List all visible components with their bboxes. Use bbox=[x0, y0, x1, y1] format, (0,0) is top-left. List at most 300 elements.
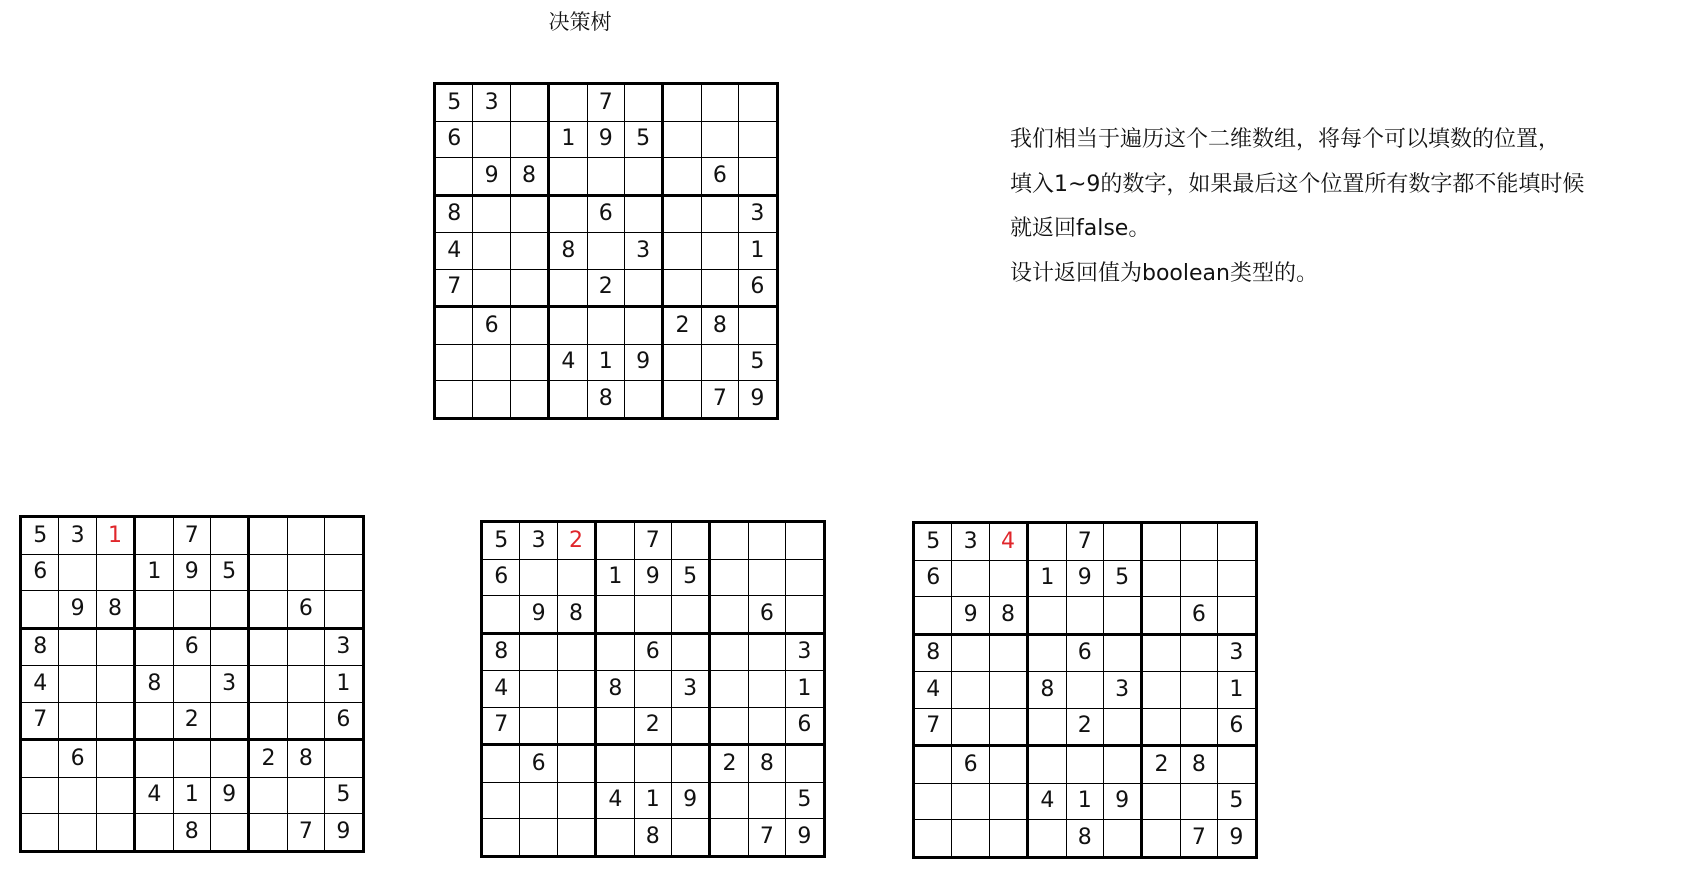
sudoku-cell bbox=[520, 633, 557, 671]
sudoku-cell: 9 bbox=[210, 777, 248, 814]
sudoku-cell: 7 bbox=[287, 814, 324, 852]
sudoku-cell bbox=[786, 596, 824, 634]
sudoku-cell: 1 bbox=[786, 671, 824, 708]
sudoku-cell-trial-value: 1 bbox=[96, 517, 134, 555]
sudoku-cell: 8 bbox=[596, 671, 634, 708]
sudoku-cell bbox=[21, 740, 59, 778]
sudoku-cell: 7 bbox=[435, 269, 473, 307]
sudoku-cell: 8 bbox=[587, 381, 624, 419]
sudoku-cell bbox=[989, 783, 1027, 820]
sudoku-cell bbox=[663, 121, 701, 158]
sudoku-cell bbox=[739, 84, 777, 122]
sudoku-cell bbox=[952, 634, 989, 672]
sudoku-cell bbox=[952, 820, 989, 858]
sudoku-cell bbox=[952, 560, 989, 597]
sudoku-cell bbox=[520, 819, 557, 857]
sudoku-cell: 6 bbox=[21, 554, 59, 591]
sudoku-cell: 5 bbox=[21, 517, 59, 555]
sudoku-cell: 6 bbox=[739, 269, 777, 307]
sudoku-cell bbox=[1103, 746, 1141, 784]
board-row bbox=[435, 158, 778, 196]
sudoku-cell bbox=[210, 517, 248, 555]
sudoku-cell bbox=[135, 591, 173, 629]
sudoku-cell: 8 bbox=[287, 740, 324, 778]
sudoku-cell: 7 bbox=[1180, 820, 1217, 858]
sudoku-cell bbox=[710, 707, 748, 745]
sudoku-cell bbox=[1218, 746, 1256, 784]
sudoku-cell bbox=[1028, 523, 1066, 561]
sudoku-cell bbox=[557, 782, 595, 819]
sudoku-cell bbox=[325, 591, 363, 629]
sudoku-cell bbox=[1103, 523, 1141, 561]
sudoku-cell bbox=[59, 666, 96, 703]
sudoku-cell: 6 bbox=[59, 740, 96, 778]
board-row bbox=[435, 233, 778, 270]
sudoku-cell bbox=[96, 814, 134, 852]
board-row bbox=[914, 746, 1257, 784]
sudoku-cell bbox=[249, 591, 287, 629]
sudoku-cell bbox=[435, 307, 473, 345]
sudoku-cell bbox=[710, 559, 748, 596]
sudoku-cell: 9 bbox=[1066, 560, 1103, 597]
sudoku-cell: 9 bbox=[952, 597, 989, 635]
sudoku-cell bbox=[435, 158, 473, 196]
sudoku-cell: 6 bbox=[287, 591, 324, 629]
sudoku-cell: 2 bbox=[710, 745, 748, 783]
sudoku-cell: 9 bbox=[59, 591, 96, 629]
board-row bbox=[21, 702, 364, 740]
board-row bbox=[482, 745, 825, 783]
sudoku-cell: 3 bbox=[624, 233, 662, 270]
sudoku-cell: 5 bbox=[624, 121, 662, 158]
sudoku-cell bbox=[1142, 708, 1180, 746]
sudoku-cell: 6 bbox=[325, 702, 363, 740]
sudoku-cell: 9 bbox=[1218, 820, 1256, 858]
sudoku-cell bbox=[473, 344, 510, 381]
sudoku-cell: 2 bbox=[1066, 708, 1103, 746]
sudoku-cell bbox=[557, 819, 595, 857]
sudoku-cell: 7 bbox=[21, 702, 59, 740]
board-row bbox=[914, 783, 1257, 820]
sudoku-cell: 6 bbox=[634, 633, 671, 671]
sudoku-cell bbox=[249, 777, 287, 814]
sudoku-cell bbox=[325, 554, 363, 591]
sudoku-cell bbox=[557, 671, 595, 708]
sudoku-cell: 8 bbox=[557, 596, 595, 634]
sudoku-cell bbox=[173, 740, 210, 778]
sudoku-cell: 4 bbox=[135, 777, 173, 814]
sudoku-cell bbox=[748, 671, 785, 708]
sudoku-cell bbox=[989, 820, 1027, 858]
board-row bbox=[482, 633, 825, 671]
sudoku-cell: 8 bbox=[482, 633, 520, 671]
board-row bbox=[482, 671, 825, 708]
sudoku-cell: 9 bbox=[739, 381, 777, 419]
board-row bbox=[435, 344, 778, 381]
sudoku-cell bbox=[549, 195, 587, 233]
sudoku-cell bbox=[1218, 523, 1256, 561]
sudoku-cell bbox=[596, 633, 634, 671]
sudoku-cell bbox=[287, 628, 324, 666]
board-row bbox=[435, 307, 778, 345]
sudoku-cell bbox=[663, 195, 701, 233]
sudoku-cell: 8 bbox=[701, 307, 738, 345]
sudoku-cell bbox=[135, 702, 173, 740]
sudoku-cell bbox=[482, 745, 520, 783]
description-line: 我们相当于遍历这个二维数组，将每个可以填数的位置， bbox=[1010, 127, 1561, 152]
sudoku-cell: 1 bbox=[173, 777, 210, 814]
sudoku-cell bbox=[671, 596, 709, 634]
sudoku-cell: 3 bbox=[952, 523, 989, 561]
sudoku-cell: 9 bbox=[520, 596, 557, 634]
sudoku-cell: 1 bbox=[549, 121, 587, 158]
sudoku-cell bbox=[914, 820, 952, 858]
sudoku-cell bbox=[671, 522, 709, 560]
sudoku-cell: 3 bbox=[1103, 672, 1141, 709]
sudoku-cell bbox=[624, 381, 662, 419]
sudoku-cell bbox=[1103, 708, 1141, 746]
sudoku-cell bbox=[596, 745, 634, 783]
sudoku-cell: 3 bbox=[739, 195, 777, 233]
sudoku-cell bbox=[914, 783, 952, 820]
sudoku-cell bbox=[1180, 672, 1217, 709]
sudoku-cell bbox=[287, 666, 324, 703]
sudoku-cell: 2 bbox=[634, 707, 671, 745]
board-row bbox=[435, 269, 778, 307]
sudoku-cell bbox=[135, 517, 173, 555]
sudoku-cell bbox=[1028, 746, 1066, 784]
sudoku-cell bbox=[210, 591, 248, 629]
board-row bbox=[21, 740, 364, 778]
sudoku-cell bbox=[135, 814, 173, 852]
sudoku-cell: 1 bbox=[1066, 783, 1103, 820]
sudoku-cell bbox=[287, 554, 324, 591]
sudoku-cell bbox=[634, 745, 671, 783]
sudoku-cell: 8 bbox=[1180, 746, 1217, 784]
sudoku-cell: 2 bbox=[249, 740, 287, 778]
sudoku-cell: 8 bbox=[135, 666, 173, 703]
sudoku-cell bbox=[1103, 634, 1141, 672]
sudoku-cell: 8 bbox=[173, 814, 210, 852]
sudoku-cell bbox=[1180, 708, 1217, 746]
sudoku-cell bbox=[1218, 597, 1256, 635]
sudoku-cell bbox=[287, 702, 324, 740]
sudoku-cell bbox=[710, 633, 748, 671]
sudoku-cell bbox=[435, 344, 473, 381]
sudoku-cell bbox=[710, 782, 748, 819]
sudoku-cell bbox=[21, 777, 59, 814]
sudoku-cell bbox=[596, 819, 634, 857]
sudoku-cell: 6 bbox=[701, 158, 738, 196]
sudoku-cell: 8 bbox=[21, 628, 59, 666]
sudoku-cell bbox=[671, 819, 709, 857]
sudoku-cell bbox=[173, 591, 210, 629]
sudoku-cell: 9 bbox=[173, 554, 210, 591]
sudoku-cell bbox=[1142, 634, 1180, 672]
sudoku-cell bbox=[1028, 634, 1066, 672]
board-row bbox=[21, 628, 364, 666]
sudoku-cell bbox=[786, 559, 824, 596]
sudoku-cell bbox=[739, 121, 777, 158]
description-line: 填入1~9的数字，如果最后这个位置所有数字都不能填时候 bbox=[1010, 171, 1585, 197]
sudoku-cell: 8 bbox=[435, 195, 473, 233]
diagram-title: 决策树 bbox=[548, 10, 612, 34]
sudoku-cell bbox=[96, 740, 134, 778]
sudoku-cell: 4 bbox=[596, 782, 634, 819]
sudoku-cell bbox=[701, 344, 738, 381]
sudoku-cell bbox=[510, 307, 548, 345]
sudoku-cell: 6 bbox=[473, 307, 510, 345]
sudoku-cell bbox=[510, 233, 548, 270]
sudoku-cell bbox=[748, 522, 785, 560]
sudoku-cell bbox=[989, 634, 1027, 672]
sudoku-cell bbox=[587, 307, 624, 345]
sudoku-cell bbox=[21, 814, 59, 852]
sudoku-cell bbox=[1142, 783, 1180, 820]
sudoku-cell bbox=[739, 307, 777, 345]
sudoku-cell: 7 bbox=[482, 707, 520, 745]
sudoku-cell: 5 bbox=[1218, 783, 1256, 820]
board-row bbox=[21, 554, 364, 591]
board-row bbox=[482, 522, 825, 560]
board-row bbox=[21, 517, 364, 555]
sudoku-cell bbox=[96, 666, 134, 703]
sudoku-cell bbox=[549, 269, 587, 307]
sudoku-cell bbox=[989, 746, 1027, 784]
sudoku-cell bbox=[473, 269, 510, 307]
sudoku-cell: 8 bbox=[549, 233, 587, 270]
sudoku-cell bbox=[1180, 560, 1217, 597]
description-line: 就返回false。 bbox=[1010, 216, 1151, 241]
sudoku-cell bbox=[739, 158, 777, 196]
sudoku-cell bbox=[96, 777, 134, 814]
sudoku-cell bbox=[557, 559, 595, 596]
sudoku-cell: 9 bbox=[624, 344, 662, 381]
sudoku-cell: 3 bbox=[520, 522, 557, 560]
sudoku-cell bbox=[634, 671, 671, 708]
sudoku-cell bbox=[952, 672, 989, 709]
sudoku-cell bbox=[549, 158, 587, 196]
sudoku-cell: 4 bbox=[482, 671, 520, 708]
sudoku-cell bbox=[510, 195, 548, 233]
sudoku-cell bbox=[710, 596, 748, 634]
sudoku-cell bbox=[520, 671, 557, 708]
sudoku-cell bbox=[549, 307, 587, 345]
sudoku-cell bbox=[989, 708, 1027, 746]
sudoku-cell bbox=[671, 745, 709, 783]
sudoku-cell: 9 bbox=[587, 121, 624, 158]
sudoku-cell bbox=[624, 269, 662, 307]
sudoku-cell bbox=[952, 708, 989, 746]
sudoku-cell: 8 bbox=[1028, 672, 1066, 709]
sudoku-cell: 3 bbox=[1218, 634, 1256, 672]
sudoku-cell bbox=[1180, 523, 1217, 561]
sudoku-cell bbox=[1142, 523, 1180, 561]
sudoku-cell bbox=[587, 158, 624, 196]
sudoku-cell bbox=[325, 517, 363, 555]
sudoku-cell: 6 bbox=[786, 707, 824, 745]
sudoku-cell bbox=[1180, 783, 1217, 820]
sudoku-cell bbox=[748, 559, 785, 596]
sudoku-cell bbox=[21, 591, 59, 629]
board-row bbox=[482, 707, 825, 745]
sudoku-cell bbox=[59, 628, 96, 666]
sudoku-cell: 5 bbox=[210, 554, 248, 591]
sudoku-cell bbox=[249, 702, 287, 740]
sudoku-cell bbox=[520, 782, 557, 819]
sudoku-cell bbox=[701, 121, 738, 158]
board-row bbox=[914, 560, 1257, 597]
sudoku-cell: 5 bbox=[739, 344, 777, 381]
sudoku-cell: 1 bbox=[135, 554, 173, 591]
sudoku-cell bbox=[135, 740, 173, 778]
sudoku-cell bbox=[510, 84, 548, 122]
board-row bbox=[435, 121, 778, 158]
board-row bbox=[21, 777, 364, 814]
sudoku-cell bbox=[510, 344, 548, 381]
board-row bbox=[435, 195, 778, 233]
sudoku-cell bbox=[624, 158, 662, 196]
description-line: 设计返回值为boolean类型的。 bbox=[1010, 260, 1318, 286]
sudoku-cell: 5 bbox=[914, 523, 952, 561]
sudoku-cell bbox=[549, 381, 587, 419]
sudoku-cell bbox=[510, 121, 548, 158]
sudoku-cell: 3 bbox=[325, 628, 363, 666]
sudoku-cell: 5 bbox=[1103, 560, 1141, 597]
board-row bbox=[914, 523, 1257, 561]
sudoku-cell bbox=[1180, 634, 1217, 672]
sudoku-cell bbox=[473, 121, 510, 158]
sudoku-cell bbox=[1142, 560, 1180, 597]
sudoku-cell: 4 bbox=[21, 666, 59, 703]
sudoku-cell bbox=[663, 269, 701, 307]
sudoku-cell: 4 bbox=[549, 344, 587, 381]
sudoku-cell: 1 bbox=[325, 666, 363, 703]
board-row bbox=[914, 672, 1257, 709]
sudoku-cell: 4 bbox=[435, 233, 473, 270]
sudoku-cell bbox=[1066, 597, 1103, 635]
sudoku-cell: 3 bbox=[59, 517, 96, 555]
sudoku-cell bbox=[482, 819, 520, 857]
sudoku-cell: 6 bbox=[914, 560, 952, 597]
description-text bbox=[1010, 118, 1680, 296]
sudoku-cell: 1 bbox=[1218, 672, 1256, 709]
sudoku-cell: 4 bbox=[1028, 783, 1066, 820]
sudoku-cell bbox=[786, 745, 824, 783]
sudoku-cell: 3 bbox=[671, 671, 709, 708]
board-row bbox=[482, 559, 825, 596]
sudoku-cell bbox=[59, 554, 96, 591]
sudoku-cell: 5 bbox=[325, 777, 363, 814]
sudoku-cell: 5 bbox=[435, 84, 473, 122]
sudoku-cell: 7 bbox=[748, 819, 785, 857]
sudoku-cell bbox=[59, 777, 96, 814]
board-row bbox=[914, 708, 1257, 746]
sudoku-cell bbox=[249, 554, 287, 591]
board-row bbox=[914, 634, 1257, 672]
board-row bbox=[21, 814, 364, 852]
sudoku-cell: 2 bbox=[587, 269, 624, 307]
sudoku-board-branch-2 bbox=[480, 520, 826, 858]
sudoku-cell bbox=[325, 740, 363, 778]
sudoku-cell bbox=[210, 702, 248, 740]
sudoku-cell: 1 bbox=[634, 782, 671, 819]
sudoku-cell: 7 bbox=[634, 522, 671, 560]
sudoku-cell bbox=[786, 522, 824, 560]
board-row bbox=[914, 820, 1257, 858]
sudoku-cell bbox=[549, 84, 587, 122]
sudoku-cell bbox=[173, 666, 210, 703]
sudoku-cell: 3 bbox=[786, 633, 824, 671]
sudoku-cell: 2 bbox=[173, 702, 210, 740]
board-row bbox=[435, 381, 778, 419]
sudoku-cell bbox=[989, 672, 1027, 709]
sudoku-cell: 6 bbox=[173, 628, 210, 666]
sudoku-cell bbox=[482, 596, 520, 634]
sudoku-cell: 1 bbox=[587, 344, 624, 381]
sudoku-cell bbox=[914, 597, 952, 635]
sudoku-cell bbox=[952, 783, 989, 820]
sudoku-cell bbox=[663, 344, 701, 381]
sudoku-cell: 6 bbox=[952, 746, 989, 784]
sudoku-cell bbox=[748, 633, 785, 671]
sudoku-cell-trial-value: 4 bbox=[989, 523, 1027, 561]
sudoku-cell bbox=[989, 560, 1027, 597]
sudoku-cell-trial-value: 2 bbox=[557, 522, 595, 560]
sudoku-cell bbox=[671, 707, 709, 745]
sudoku-cell: 9 bbox=[473, 158, 510, 196]
board-row bbox=[482, 819, 825, 857]
sudoku-cell bbox=[520, 559, 557, 596]
sudoku-cell bbox=[701, 84, 738, 122]
sudoku-cell bbox=[210, 628, 248, 666]
sudoku-cell: 5 bbox=[482, 522, 520, 560]
sudoku-cell: 5 bbox=[671, 559, 709, 596]
sudoku-cell bbox=[473, 381, 510, 419]
sudoku-cell: 6 bbox=[587, 195, 624, 233]
sudoku-cell bbox=[1142, 820, 1180, 858]
sudoku-cell bbox=[701, 195, 738, 233]
sudoku-cell: 8 bbox=[634, 819, 671, 857]
sudoku-cell bbox=[596, 522, 634, 560]
sudoku-cell: 9 bbox=[786, 819, 824, 857]
sudoku-cell bbox=[710, 819, 748, 857]
sudoku-cell: 4 bbox=[914, 672, 952, 709]
sudoku-cell bbox=[587, 233, 624, 270]
sudoku-cell: 3 bbox=[210, 666, 248, 703]
sudoku-cell: 9 bbox=[325, 814, 363, 852]
sudoku-board-branch-4 bbox=[912, 521, 1258, 859]
sudoku-cell bbox=[1103, 597, 1141, 635]
sudoku-cell bbox=[96, 554, 134, 591]
sudoku-cell bbox=[663, 381, 701, 419]
sudoku-cell bbox=[701, 233, 738, 270]
sudoku-cell: 8 bbox=[914, 634, 952, 672]
sudoku-cell: 2 bbox=[663, 307, 701, 345]
sudoku-cell bbox=[701, 269, 738, 307]
sudoku-cell bbox=[435, 381, 473, 419]
sudoku-cell bbox=[596, 596, 634, 634]
sudoku-cell: 6 bbox=[520, 745, 557, 783]
sudoku-cell bbox=[135, 628, 173, 666]
sudoku-cell: 8 bbox=[510, 158, 548, 196]
sudoku-cell: 9 bbox=[671, 782, 709, 819]
sudoku-cell bbox=[914, 746, 952, 784]
sudoku-cell bbox=[96, 628, 134, 666]
sudoku-cell: 7 bbox=[587, 84, 624, 122]
sudoku-cell: 8 bbox=[989, 597, 1027, 635]
sudoku-cell: 9 bbox=[1103, 783, 1141, 820]
